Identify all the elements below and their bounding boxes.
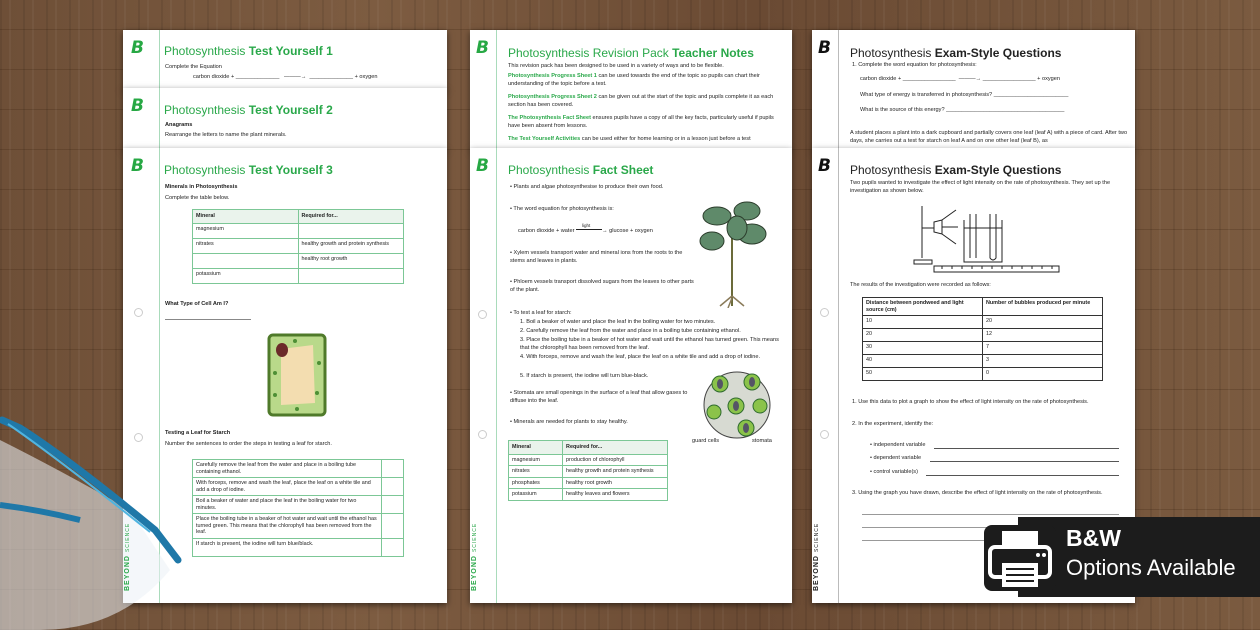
table-row: Boil a beaker of water and place the leaf in the boiling water for two minutes. <box>193 496 404 514</box>
step: 5. If starch is present, the iodine will turn blue-black. <box>520 373 649 379</box>
answer-line[interactable] <box>862 514 1119 515</box>
table-row: potassium healthy leaves and flowers <box>509 489 668 501</box>
label-guard-cells: guard cells <box>692 438 720 444</box>
note-item: Photosynthesis Progress Sheet 2 can be given out at the start of the topic and pupils complete it as each section has been covered. <box>508 94 774 108</box>
step: 4. With forceps, remove and wash the leaf, place the leaf on a white tile and add a drop of iodine. <box>520 354 761 360</box>
heading: What Type of Cell Am I? <box>165 301 229 307</box>
sheet-title: Photosynthesis Exam-Style Questions <box>850 163 1062 177</box>
beyond-logo-icon: B <box>818 38 831 58</box>
question: 1. Use this data to plot a graph to show the effect of light intensity on the rate of photosynthesis. <box>852 399 1089 405</box>
answer-line[interactable] <box>926 475 1119 476</box>
sheet-title: Photosynthesis Fact Sheet <box>508 163 654 177</box>
beyond-logo-icon: B <box>131 38 144 58</box>
table-row: Place the boiling tube in a beaker of hot water and wait until the ethanol has turned green. This means that the chlorophyll has been removed from the leaf. <box>193 514 404 539</box>
fact-bullet: • Minerals are needed for plants to stay healthy. <box>510 419 628 425</box>
minerals-table: Mineral Required for... magnesium production of chlorophyll nitrates healthy growth and protein synthesis phosphates healthy root growth potassium healthy leaves and flowers <box>508 440 668 501</box>
step: 2. Carefully remove the leaf from the water and place in a boiling tube containing ethanol. <box>520 328 741 334</box>
note-item: The Photosynthesis Fact Sheet ensures pupils have a copy of all the key facts, particularly useful if pupils have been absent from lessons. <box>508 115 774 129</box>
margin-rule <box>496 30 497 150</box>
instruction: Complete the table below. <box>165 195 230 201</box>
note-item: The Test Yourself Activities can be used either for home learning or in a lesson just before a test <box>508 136 751 142</box>
answer-line[interactable] <box>930 461 1119 462</box>
intro-text: Two pupils wanted to investigate the effect of light intensity on the rate of photosynthesis. They set up the investigation as shown below. <box>850 180 1111 194</box>
exam-questions-sheet-2: B Photosynthesis Exam-Style Questions Two pupils wanted to investigate the effect of light intensity on the rate of photosynthesis. They set up the investigation as shown below. The results of the investigation were recorded as follows: Distance between pondweed and light source (cm) Number of bubbles produced per minute 10 20 20 12 30 7 40 3 50 0 1. Use this data to plot a graph to show the effect of light intensity on the rate of photosynthesis. 2. In the experiment, identify the: • independent variable • dependent variable • control variable(s) 3. Using the graph you have drawn, describe the effect of light intensity on the rate of photosynthesis. BEYONDSCIENCE <box>812 148 1135 603</box>
beyond-logo-icon: B <box>818 156 831 176</box>
punch-hole <box>478 310 487 319</box>
sheet-title: Photosynthesis Exam-Style Questions <box>850 46 1062 60</box>
badge-subtitle: Options Available <box>1066 555 1236 580</box>
fact-bullet: • To test a leaf for starch: <box>510 310 572 316</box>
answer-line[interactable] <box>934 448 1119 449</box>
table-row: Carefully remove the leaf from the water and place in a boiling tube containing ethanol. <box>193 460 404 478</box>
table-row: healthy root growth <box>193 253 404 268</box>
punch-hole <box>820 430 829 439</box>
beyond-logo-icon: B <box>131 156 144 176</box>
fact-bullet: • Xylem vessels transport water and mineral ions from the roots to the stems and leaves in plants. <box>510 250 683 264</box>
note-item: Photosynthesis Progress Sheet 1 can be used towards the end of the topic so pupils can chart their understanding of the topic before a test. <box>508 73 760 87</box>
margin-rule <box>838 30 839 150</box>
test-yourself-2-sheet <box>123 88 447 150</box>
results-table: Distance between pondweed and light source (cm) Number of bubbles produced per minute 10 20 20 12 30 7 40 3 50 0 <box>862 297 1103 381</box>
fact-bullet: • Stomata are small openings in the surface of a leaf that allow gases to diffuse into the leaf. <box>510 390 688 404</box>
stomata-image <box>702 370 772 440</box>
punch-hole <box>820 308 829 317</box>
variable-item: • control variable(s) <box>870 469 918 475</box>
margin-rule <box>159 30 160 90</box>
punch-hole <box>134 308 143 317</box>
safety-glasses-image <box>0 400 200 630</box>
minerals-table: Mineral Required for... magnesium nitrates healthy growth and protein synthesis healthy root growth potassium <box>192 209 404 284</box>
margin-rule <box>838 148 839 603</box>
sheet-title: Photosynthesis Test Yourself 3 <box>164 163 333 177</box>
badge-title: B&W <box>1066 525 1121 551</box>
table-row: nitrates healthy growth and protein synthesis <box>193 238 404 253</box>
equation: carbon dioxide + _________________ ———→ _________________ + oxygen <box>860 76 1060 82</box>
sheet-title: Photosynthesis Test Yourself 2 <box>164 103 333 117</box>
step: 3. Place the boiling tube in a beaker of hot water and wait until the ethanol has turned green. This means that the chlorophyll has been removed from the leaf. <box>520 337 779 351</box>
results-text: The results of the investigation were recorded as follows: <box>850 282 991 288</box>
subtitle: Complete the Equation <box>165 64 222 70</box>
label-stomata: stomata <box>752 438 772 444</box>
table-row: 30 7 <box>863 342 1103 355</box>
equation: carbon dioxide + ______________ ———→ ______________ + oxygen <box>193 74 378 80</box>
beyond-logo-icon: B <box>131 96 144 116</box>
heading: Anagrams <box>165 122 193 128</box>
question: 2. In the experiment, identify the: <box>852 421 934 427</box>
beyond-logo-icon: B <box>476 38 489 58</box>
margin-rule <box>159 88 160 150</box>
beyond-logo-icon: B <box>476 156 489 176</box>
sheet-title: Photosynthesis Test Yourself 1 <box>164 44 333 58</box>
question: What type of energy is transferred in photosynthesis? ________________________ <box>860 92 1069 98</box>
margin-rule <box>496 148 497 603</box>
step: 1. Boil a beaker of water and place the leaf in the boiling water for two minutes. <box>520 319 716 325</box>
fact-bullet: • Phloem vessels transport dissolved sugars from the leaves to other parts of the plant. <box>510 279 694 293</box>
apparatus-diagram <box>912 200 1062 274</box>
heading: Testing a Leaf for Starch <box>165 430 231 436</box>
intro-text: This revision pack has been designed to be used in a variety of ways and to be flexible. <box>508 63 724 69</box>
table-row: potassium <box>193 268 404 283</box>
exam-questions-sheet-1 <box>812 30 1135 150</box>
instruction: Number the sentences to order the steps in testing a leaf for starch. <box>165 441 332 447</box>
punch-hole <box>478 430 487 439</box>
table-row: If starch is present, the iodine will turn blue/black. <box>193 538 404 556</box>
sheet-title: Photosynthesis Revision Pack Teacher Notes <box>508 46 754 60</box>
fact-sheet: B Photosynthesis Fact Sheet • Plants and algae photosynthesise to produce their own food. • The word equation for photosynthesis is: carbon dioxide + water light → glucose + oxygen • Xylem vessels transport water and mineral ions from the roots to the stems and leaves in plants. • Phloem vessels transport dissolved sugars from the leaves to other parts of the plant. • To test a leaf for starch: 1. Boil a beaker of water and place the leaf in the boiling water for two minutes. 2. Carefully remove the leaf from the water and place in a boiling tube containing ethanol. 3. Place the boiling tube in a beaker of hot water and wait until the ethanol has turned green. This means that the chlorophyll has been removed from the leaf. 4. With forceps, remove and wash the leaf, place the leaf on a white tile and add a drop of iodine. 5. If starch is present, the iodine will turn blue-black. • Stomata are small openings in the surface of a leaf that allow gases to diffuse into the leaf. • Minerals are needed for plants to stay healthy. guard cells stomata Mineral Required for... magnesium production of chlorophyll nitrates healthy growth and protein synthesis phosphates healthy root growth potassium healthy leaves and flowers BEYONDSCIENCE <box>470 148 792 603</box>
test-yourself-1-sheet <box>123 30 447 90</box>
table-row: 40 3 <box>863 355 1103 368</box>
plant-image <box>692 196 772 308</box>
bw-options-badge <box>1018 517 1260 597</box>
table-row: 50 0 <box>863 368 1103 381</box>
table-row: 10 20 <box>863 316 1103 329</box>
paragraph: A student places a plant into a dark cupboard and partially covers one leaf (leaf A) with a piece of card. After two days, she carries out a test for starch on leaf A and on one other leaf (leaf B), as <box>850 130 1128 144</box>
variable-item: • dependent variable <box>870 455 922 461</box>
question: What is the source of this energy? ______________________________________ <box>860 107 1065 113</box>
table-row: 20 12 <box>863 329 1103 342</box>
brand-subtitle: SCIENCE <box>125 522 131 553</box>
question: 3. Using the graph you have drawn, describe the effect of light intensity on the rate of photosynthesis. <box>852 490 1103 496</box>
printer-icon <box>984 525 1056 591</box>
fact-bullet: • The word equation for photosynthesis is: <box>510 206 614 212</box>
word-equation: carbon dioxide + water light → glucose + oxygen <box>518 223 653 234</box>
table-row: nitrates healthy growth and protein synthesis <box>509 466 668 478</box>
question: 1. Complete the word equation for photosynthesis: <box>852 62 977 68</box>
table-row: phosphates healthy root growth <box>509 477 668 489</box>
starch-steps-table <box>192 459 404 557</box>
table-row: magnesium <box>193 223 404 238</box>
brand-name: BEYOND <box>124 555 131 591</box>
heading: Minerals in Photosynthesis <box>165 184 238 190</box>
instruction: Rearrange the letters to name the plant minerals. <box>165 132 287 138</box>
plant-cell-image <box>267 333 327 417</box>
table-row: magnesium production of chlorophyll <box>509 454 668 466</box>
variable-item: • independent variable <box>870 442 926 448</box>
fact-bullet: • Plants and algae photosynthesise to produce their own food. <box>510 184 664 190</box>
table-row: With forceps, remove and wash the leaf, place the leaf on a white tile and add a drop of iodine. <box>193 478 404 496</box>
teacher-notes-sheet <box>470 30 792 150</box>
answer-line <box>165 319 251 320</box>
